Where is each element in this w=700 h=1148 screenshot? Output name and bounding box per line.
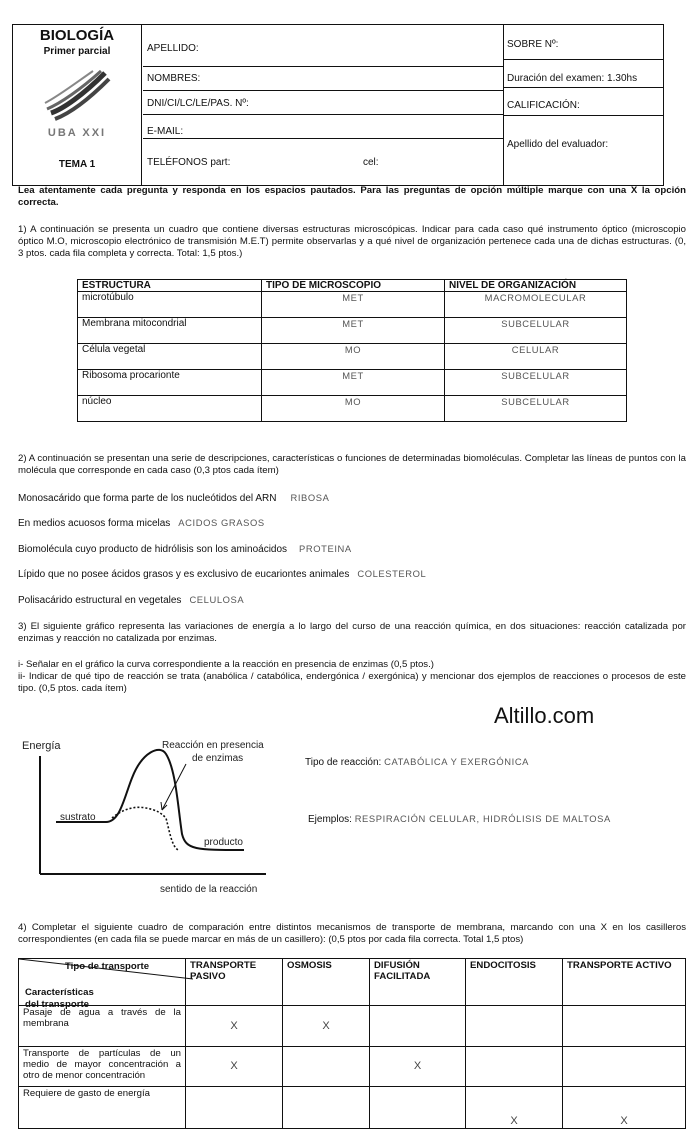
q2-item: Biomolécula cuyo producto de hidrólisis son los aminoácidos PROTEINA: [18, 543, 352, 555]
q4-text: 4) Completar el siguiente cuadro de comparación entre distintos mecanismos de transporte de membrana, marcando con una X en los casilleros correspondientes (en cada fila se puede marcar en más de un casillero): (0,5 ptos por cada fila correcta. Total 1,5 ptos): [18, 922, 686, 945]
q2-answer[interactable]: PROTEINA: [299, 543, 352, 554]
graph-annotation-2: de enzimas: [192, 753, 244, 764]
graph-xlabel: sentido de la reacción: [160, 884, 258, 895]
q2-item: Lípido que no posee ácidos grasos y es exclusivo de eucariontes animales COLESTEROL: [18, 568, 427, 580]
label-producto: producto: [204, 837, 243, 848]
uncatalyzed-curve: [56, 750, 244, 850]
col-transporte-pasivo: TRANSPORTE PASIVO: [186, 959, 283, 1006]
q2-item: En medios acuosos forma micelas ACIDOS GRASOS: [18, 517, 265, 529]
table-row: Pasaje de agua a través de la membrana X X: [19, 1006, 686, 1047]
catalyzed-curve: [112, 807, 178, 850]
q3-item-i: i- Señalar en el gráfico la curva correspondiente a la reacción en presencia de enzimas (0,5 ptos.): [18, 659, 434, 670]
header-logo-cell: [13, 25, 142, 185]
col-nivel: NIVEL DE ORGANIZACIÓN: [445, 280, 627, 292]
label-sustrato: sustrato: [60, 812, 96, 823]
col-osmosis: OSMOSIS: [283, 959, 370, 1006]
table-row: Requiere de gasto de energía X X: [19, 1087, 686, 1129]
col-endocitosis: ENDOCITOSIS: [466, 959, 563, 1006]
exam-header: [12, 24, 664, 186]
watermark: Altillo.com: [494, 703, 595, 728]
sobre-field[interactable]: SOBRE Nº:: [504, 25, 664, 60]
logo-text: UBA XXI: [47, 127, 107, 139]
field-apellido[interactable]: APELLIDO:: [143, 25, 503, 67]
exam-name: Primer parcial: [43, 46, 111, 57]
field-email[interactable]: E-MAIL:: [143, 115, 503, 139]
q3-item-ii: ii- Indicar de qué tipo de reacción se trata (anabólica / catabólica, endergónica / exergónica) y mencionar dos ejemplos de reacciones o procesos de este tipo. (0,5 ptos. cada ítem): [18, 671, 686, 694]
tipo-answer[interactable]: CATABÓLICA Y EXERGÓNICA: [384, 756, 530, 767]
field-nombres[interactable]: NOMBRES:: [143, 67, 503, 91]
instructions: Lea atentamente cada pregunta y responda en los espacios pautados. Para las preguntas de opción múltiple marque con una X la opción correcta.: [18, 185, 686, 208]
table-row: Membrana mitocondrial MET SUBCELULAR: [78, 318, 627, 344]
table-row: Ribosoma procarionte MET SUBCELULAR: [78, 370, 627, 396]
q2-answer[interactable]: CELULOSA: [189, 594, 245, 605]
calificacion-field[interactable]: CALIFICACIÓN:: [504, 87, 664, 116]
col-microscopio: TIPO DE MICROSCOPIO: [262, 280, 445, 292]
graph-annotation-1: Reacción en presencia: [162, 740, 264, 751]
q1-table: [77, 279, 627, 422]
q2-answer[interactable]: RIBOSA: [290, 492, 330, 503]
table-row: Célula vegetal MO CELULAR: [78, 344, 627, 370]
corner-cell: [19, 959, 186, 1010]
table-row: microtúbulo MET MACROMOLECULAR: [78, 292, 627, 318]
header-right-cell: [503, 25, 664, 185]
table-row: Transporte de partículas de un medio de mayor concentración a otro de menor concentración X X: [19, 1047, 686, 1087]
q3-text: 3) El siguiente gráfico representa las variaciones de energía a lo largo del curso de una reacción química, en dos situaciones: reacción catalizada por enzimas y reacción no catalizada por enzimas.: [18, 621, 686, 644]
field-dni[interactable]: DNI/CI/LC/LE/PAS. Nº:: [143, 91, 503, 115]
duracion-label: Duración del examen: 1.30hs: [504, 59, 664, 88]
q4-table: [18, 958, 686, 1129]
corner-bottom-1: Características: [25, 987, 94, 998]
q1-text: 1) A continuación se presenta un cuadro que contiene diversas estructuras microscópicas. Indicar para cada caso qué instrumento óptico (microscopio óptico M.O, microscopio electrónico de transmisión M.E.T) permite observarlas y a qué nivel de organización pertenece cada una de dichas estructuras. (0, 3 ptos. cada fila completa y correcta. Total: 1,5 ptos.): [18, 224, 686, 259]
col-difusion: DIFUSIÓN FACILITADA: [370, 959, 466, 1006]
q2-item: Monosacárido que forma parte de los nucleótidos del ARN RIBOSA: [18, 492, 330, 504]
corner-top: Tipo de transporte: [65, 961, 150, 972]
table-row: núcleo MO SUBCELULAR: [78, 396, 627, 422]
q2-text: 2) A continuación se presentan una serie de descripciones, características o funciones de determinadas biomoléculas. Completar las líneas de puntos con la molécula que corresponde en cada caso (0,3 ptos cada ítem): [18, 453, 686, 476]
corner-bottom-2: del transporte: [25, 999, 89, 1010]
annotation-arrow: [162, 764, 186, 810]
col-transporte-activo: TRANSPORTE ACTIVO: [563, 959, 686, 1006]
tipo-reaccion: Tipo de reacción: CATABÓLICA Y EXERGÓNICA: [305, 756, 530, 768]
energy-graph: [20, 738, 290, 898]
q2-answer[interactable]: ACIDOS GRASOS: [178, 517, 265, 528]
col-estructura: ESTRUCTURA: [78, 280, 262, 292]
q2-item: Polisacárido estructural en vegetales CELULOSA: [18, 594, 245, 606]
subject-title: BIOLOGÍA: [39, 27, 115, 44]
graph-ylabel: Energía: [22, 740, 61, 752]
evaluador-field[interactable]: Apellido del evaluador:: [507, 139, 609, 150]
uba-logo-icon: [43, 69, 113, 121]
field-telefonos[interactable]: TELÉFONOS part: cel:: [147, 157, 379, 168]
q2-answer[interactable]: COLESTEROL: [357, 568, 427, 579]
ejemplos-answer[interactable]: RESPIRACIÓN CELULAR, HIDRÓLISIS DE MALTOSA: [354, 813, 611, 824]
ejemplos: Ejemplos: RESPIRACIÓN CELULAR, HIDRÓLISIS DE MALTOSA: [308, 813, 611, 825]
tema-label: TEMA 1: [58, 159, 96, 170]
field-cel: cel:: [363, 157, 379, 168]
